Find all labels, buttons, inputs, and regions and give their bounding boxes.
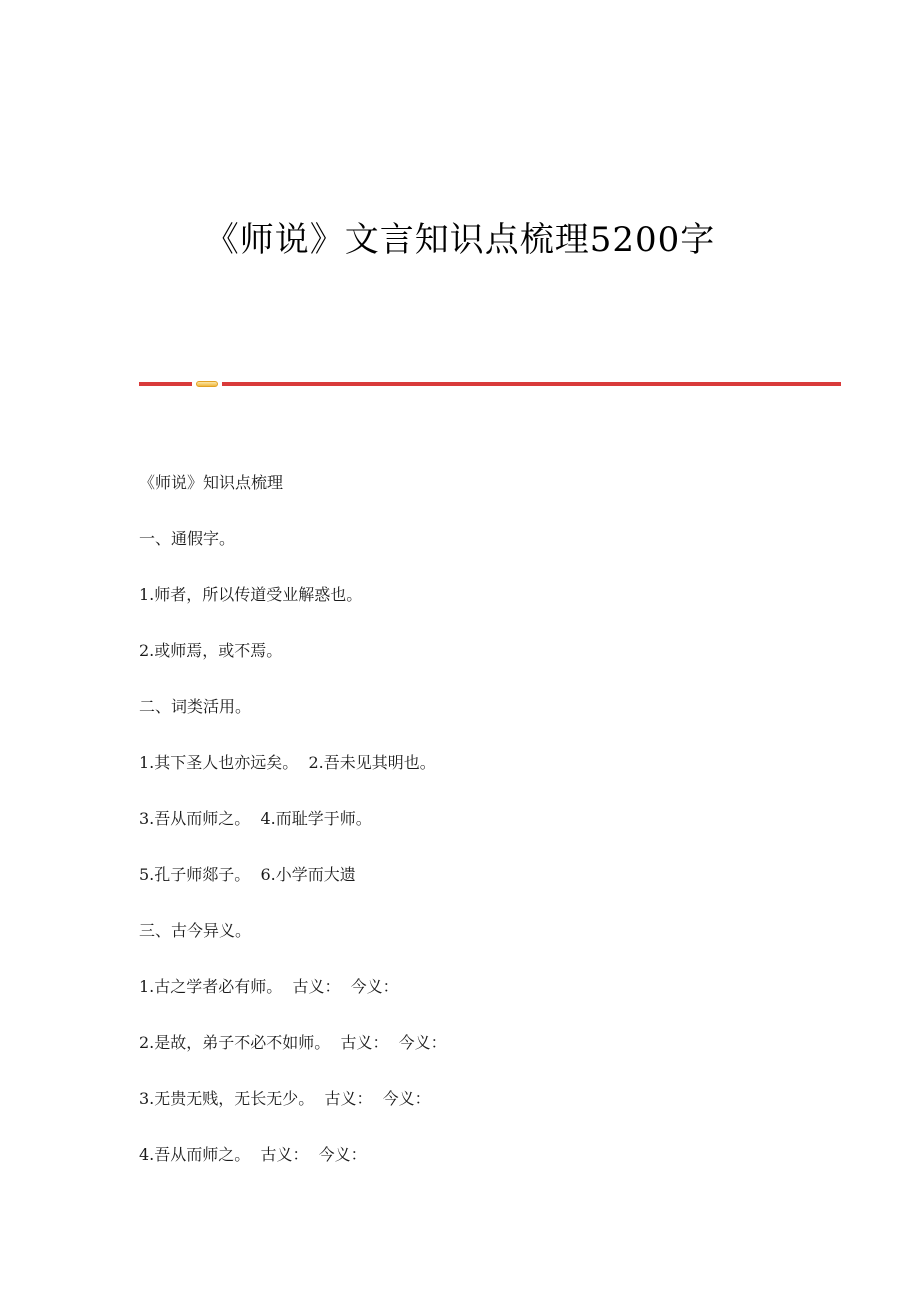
document-body [139,469,839,1197]
section-heading: 《师说》知识点梳理 [139,473,284,492]
heading-gujin-yiyi: 三、古今异义。 [139,921,252,940]
body-line: 1.其下圣人也亦远矣。 2.吾未见其明也。 [139,753,436,772]
divider-right-bar [222,382,841,386]
body-line: 1.师者，所以传道受业解惑也。 [139,585,363,604]
divider-left-bar [139,382,192,386]
body-line: 2.或师焉，或不焉。 [139,641,283,660]
body-line: 3.无贵无贱，无长无少。 古义： 今义： [139,1089,431,1108]
heading-tongjiazi: 一、通假字。 [139,529,236,548]
heading-cilei-huoyong: 二、词类活用。 [139,697,252,716]
body-line: 1.古之学者必有师。 古义： 今义： [139,977,399,996]
body-line: 2.是故，弟子不必不如师。 古义： 今义： [139,1033,447,1052]
divider-ornament-icon [196,381,218,387]
title-divider [139,380,841,388]
body-line: 4.吾从而师之。 古义： 今义： [139,1145,367,1164]
body-line: 5.孔子师郯子。 6.小学而大遗 [139,865,356,884]
document-title: 《师说》文言知识点梳理5200字 [204,220,716,260]
body-line: 3.吾从而师之。 4.而耻学于师。 [139,809,372,828]
